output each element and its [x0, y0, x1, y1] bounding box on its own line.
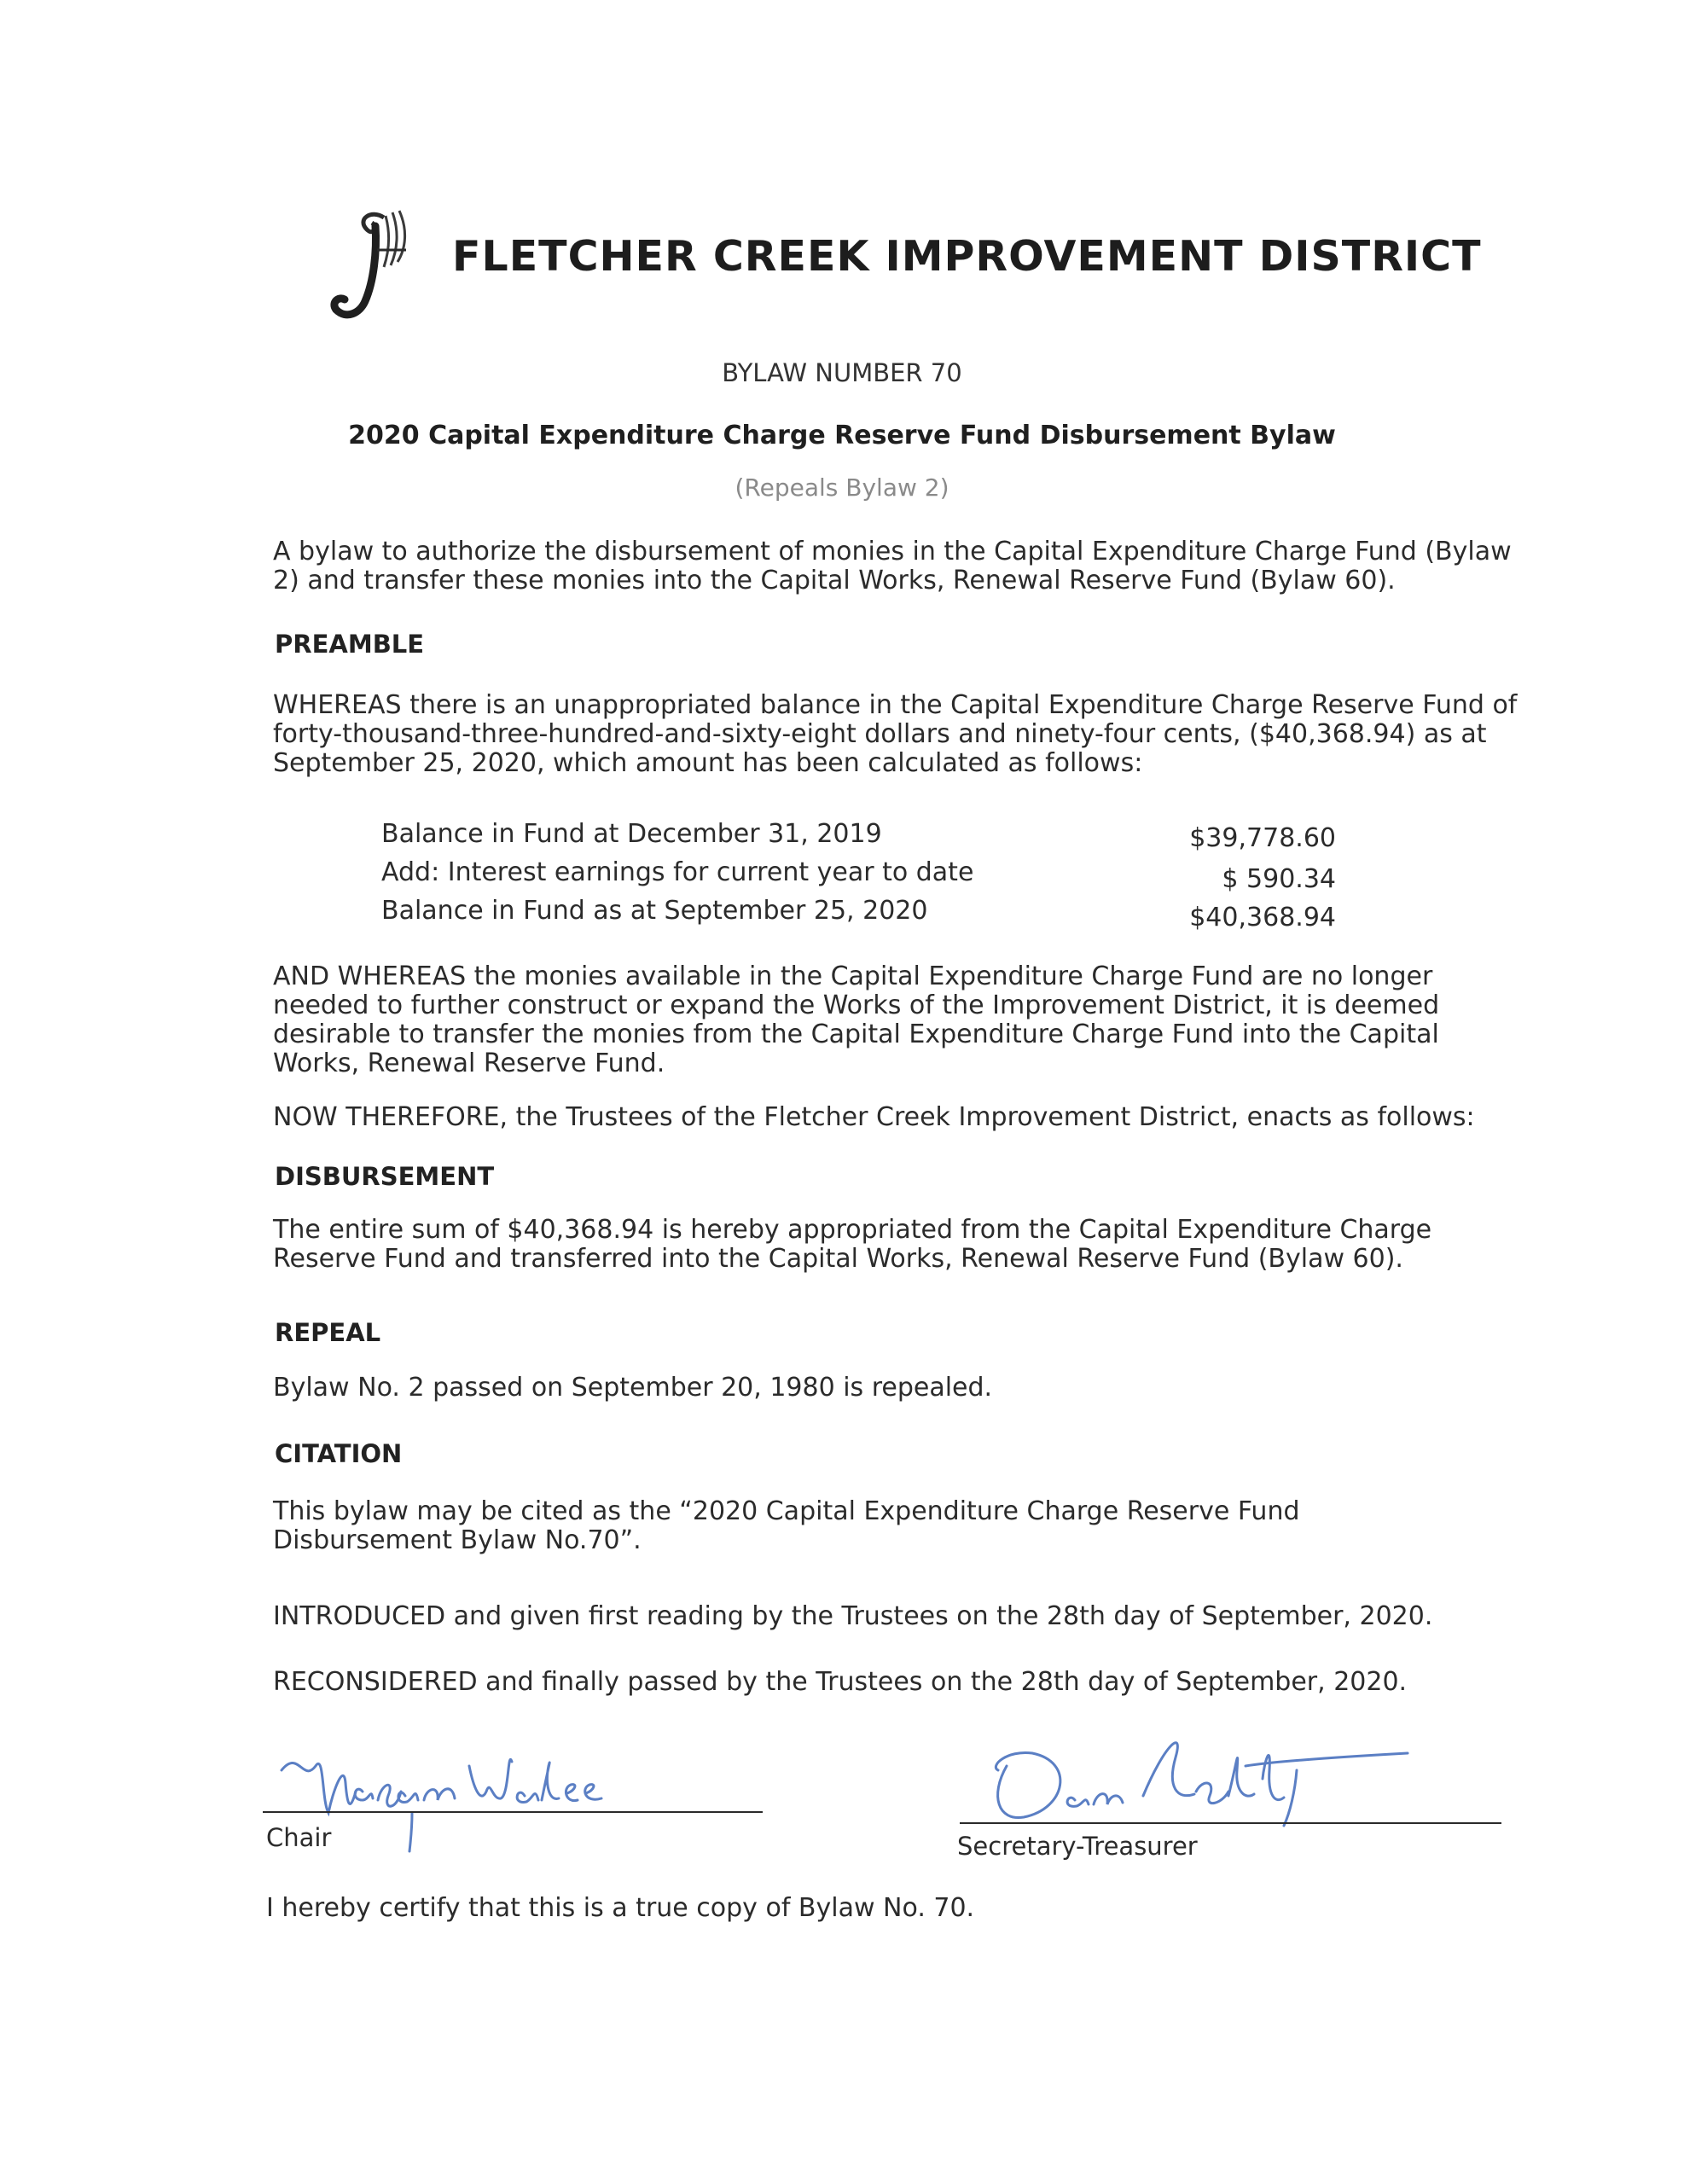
calc-label: Balance in Fund as at September 25, 2020 — [381, 896, 928, 926]
bylaw-number: BYLAW NUMBER 70 — [722, 358, 962, 387]
disbursement-text: The entire sum of $40,368.94 is hereby appropriated from the Capital Expenditure Charge Reserve Fund and transferred into the Capital Works, Renewal Reserve Fund (Bylaw 60). — [273, 1215, 1432, 1274]
and-whereas-paragraph: AND WHEREAS the monies available in the Capital Expenditure Charge Fund are no longer needed to further construct or expand the Works of the Improvement District, it is deemed desirable to transfer the monies from the Capital Expenditure Charge Fund into the Capital Works, Renewal Reserve Fund. — [273, 961, 1440, 1078]
fletcher-creek-f-logo-icon — [324, 200, 427, 328]
citation-heading: CITATION — [275, 1439, 403, 1468]
citation-text: This bylaw may be cited as the “2020 Capital Expenditure Charge Reserve Fund Disbursement Bylaw No.70”. — [273, 1496, 1300, 1555]
repeals-note: (Repeals Bylaw 2) — [735, 473, 949, 502]
chair-signature-line — [263, 1811, 763, 1813]
chair-label: Chair — [266, 1823, 332, 1852]
bylaw-title: 2020 Capital Expenditure Charge Reserve Fund Disbursement Bylaw — [348, 421, 1336, 450]
intro-paragraph: A bylaw to authorize the disbursement of monies in the Capital Expenditure Charge Fund (Bylaw 2) and transfer these monies into the Capital Works, Renewal Reserve Fund (Bylaw 60). — [273, 537, 1512, 595]
calc-value: $40,368.94 — [1189, 903, 1336, 932]
whereas-paragraph: WHEREAS there is an unappropriated balance in the Capital Expenditure Charge Reserve Fund of forty-thousand-three-hundred-and-sixty-eight dollars and ninety-four cents, ($40,368.94) as at September 25, 2020, which amount has been calculated as follows: — [273, 690, 1518, 778]
calc-label: Balance in Fund at December 31, 2019 — [381, 819, 882, 849]
secretary-signature-line — [960, 1822, 1501, 1824]
calc-label: Add: Interest earnings for current year to date — [381, 857, 974, 887]
repeal-heading: REPEAL — [275, 1318, 381, 1347]
disbursement-heading: DISBURSEMENT — [275, 1162, 495, 1191]
calc-value: $ 590.34 — [1222, 864, 1336, 894]
preamble-heading: PREAMBLE — [275, 630, 425, 659]
calc-value: $39,778.60 — [1189, 823, 1336, 853]
introduced-reading: INTRODUCED and given first reading by the Trustees on the 28th day of September, 2020. — [273, 1601, 1433, 1631]
now-therefore-paragraph: NOW THEREFORE, the Trustees of the Fletcher Creek Improvement District, enacts as follows: — [273, 1102, 1475, 1132]
certification-text: I hereby certify that this is a true copy of Bylaw No. 70. — [266, 1893, 975, 1923]
organization-name: FLETCHER CREEK IMPROVEMENT DISTRICT — [452, 232, 1482, 281]
secretary-treasurer-label: Secretary-Treasurer — [957, 1832, 1198, 1861]
secretary-treasurer-signature — [973, 1719, 1450, 1847]
reconsidered-reading: RECONSIDERED and finally passed by the Trustees on the 28th day of September, 2020. — [273, 1667, 1408, 1697]
repeal-text: Bylaw No. 2 passed on September 20, 1980 is repealed. — [273, 1373, 993, 1403]
chair-signature — [277, 1732, 704, 1860]
